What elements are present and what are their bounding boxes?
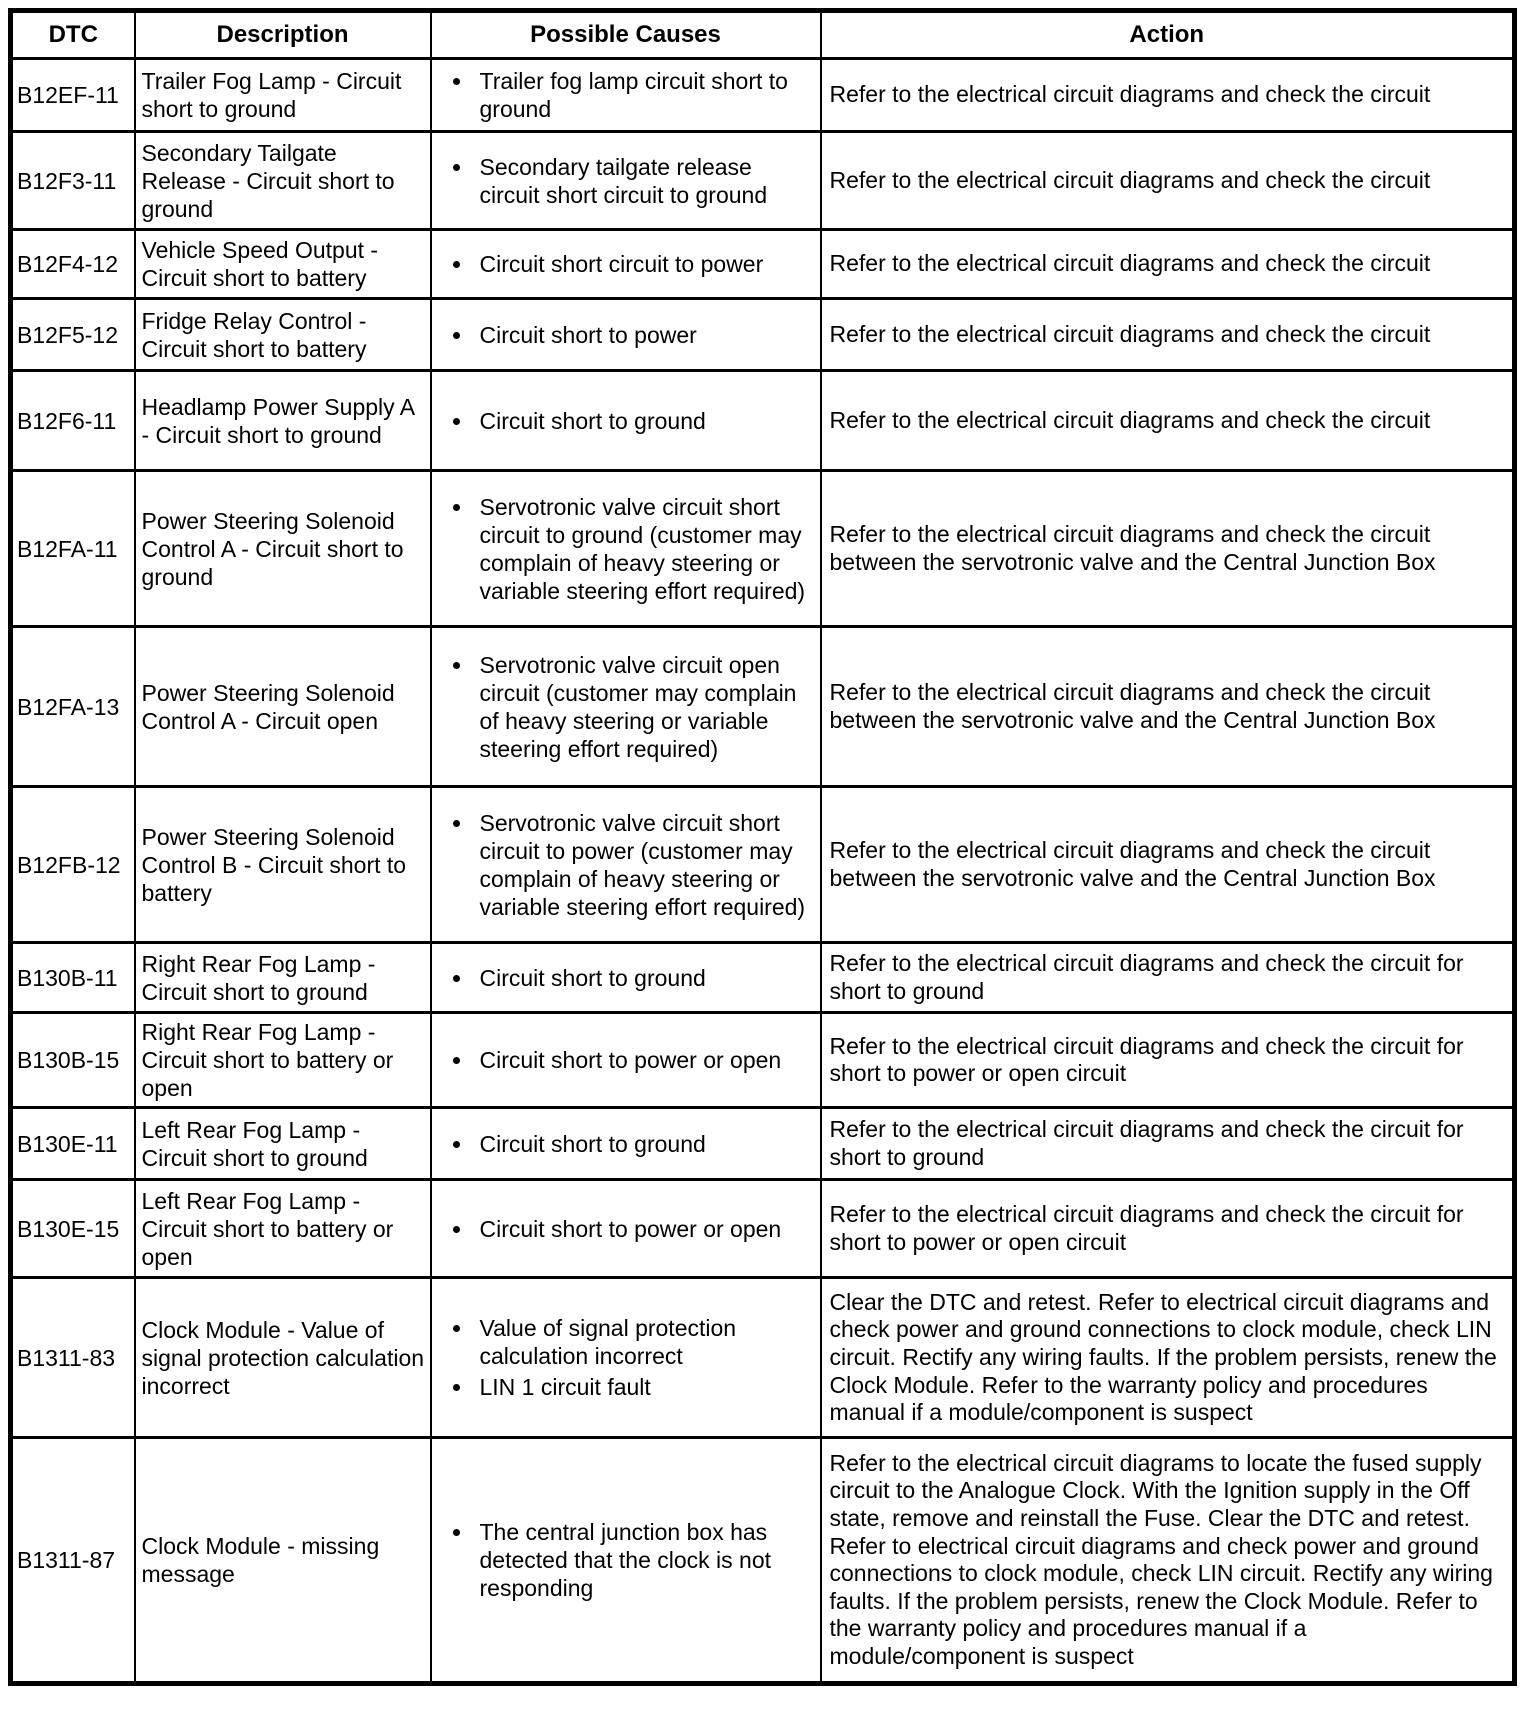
cause-item: • Circuit short to ground xyxy=(474,964,816,992)
action-cell: Refer to the electrical circuit diagrams and check the circuit xyxy=(821,59,1515,132)
table-row xyxy=(11,627,1515,787)
table-row xyxy=(11,371,1515,471)
dtc-cell: B1311-83 xyxy=(11,1278,135,1438)
header-description: Description xyxy=(135,11,431,59)
causes-cell xyxy=(431,1278,821,1438)
description-cell: Headlamp Power Supply A - Circuit short to ground xyxy=(135,371,431,471)
causes-cell xyxy=(431,471,821,627)
cause-item: • Circuit short to power xyxy=(474,321,816,349)
table-row xyxy=(11,132,1515,230)
dtc-cell: B12FA-13 xyxy=(11,627,135,787)
causes-cell xyxy=(431,299,821,371)
header-row xyxy=(11,11,1515,59)
causes-cell xyxy=(431,1438,821,1684)
causes-list xyxy=(442,493,816,605)
causes-list xyxy=(442,1046,816,1074)
causes-cell xyxy=(431,132,821,230)
causes-list xyxy=(442,1314,816,1401)
causes-list xyxy=(442,651,816,763)
dtc-cell: B130B-15 xyxy=(11,1013,135,1108)
table-row xyxy=(11,1438,1515,1684)
action-cell: Refer to the electrical circuit diagrams and check the circuit xyxy=(821,230,1515,299)
causes-cell xyxy=(431,59,821,132)
causes-list xyxy=(442,250,816,278)
cause-item: • Servotronic valve circuit short circuit to power (customer may complain of heavy steering or variable steering effort required) xyxy=(474,809,816,921)
dtc-cell: B1311-87 xyxy=(11,1438,135,1684)
table-row xyxy=(11,1013,1515,1108)
action-cell: Refer to the electrical circuit diagrams and check the circuit between the servotronic valve and the Central Junction Box xyxy=(821,787,1515,943)
dtc-cell: B130B-11 xyxy=(11,943,135,1013)
dtc-cell: B12F6-11 xyxy=(11,371,135,471)
table-row xyxy=(11,299,1515,371)
cause-item: • The central junction box has detected that the clock is not responding xyxy=(474,1518,816,1602)
dtc-cell: B12F3-11 xyxy=(11,132,135,230)
header-action: Action xyxy=(821,11,1515,59)
cause-item: • Circuit short to ground xyxy=(474,1130,816,1158)
description-cell: Vehicle Speed Output - Circuit short to battery xyxy=(135,230,431,299)
action-cell: Refer to the electrical circuit diagrams and check the circuit for short to power or open circuit xyxy=(821,1013,1515,1108)
header-possible-causes: Possible Causes xyxy=(431,11,821,59)
description-cell: Fridge Relay Control - Circuit short to battery xyxy=(135,299,431,371)
table-row xyxy=(11,1278,1515,1438)
causes-list xyxy=(442,153,816,209)
causes-list xyxy=(442,407,816,435)
causes-cell xyxy=(431,1013,821,1108)
cause-item: • Value of signal protection calculation incorrect xyxy=(474,1314,816,1370)
causes-list xyxy=(442,67,816,123)
causes-cell xyxy=(431,787,821,943)
action-cell: Refer to the electrical circuit diagrams to locate the fused supply circuit to the Analogue Clock. With the Ignition supply in the Off state, remove and reinstall the Fuse. Clear the DTC and retest. Refer to electrical circuit diagrams and check power and ground connections to clock module, check LIN circuit. Rectify any wiring faults. If the problem persists, renew the Clock Module. Refer to the warranty policy and procedures manual if a module/component is suspect xyxy=(821,1438,1515,1684)
dtc-cell: B12EF-11 xyxy=(11,59,135,132)
action-cell: Clear the DTC and retest. Refer to electrical circuit diagrams and check power and ground connections to clock module, check LIN circuit. Rectify any wiring faults. If the problem persists, renew the Clock Module. Refer to the warranty policy and procedures manual if a module/component is suspect xyxy=(821,1278,1515,1438)
causes-cell xyxy=(431,627,821,787)
action-cell: Refer to the electrical circuit diagrams and check the circuit for short to ground xyxy=(821,943,1515,1013)
action-cell: Refer to the electrical circuit diagrams and check the circuit xyxy=(821,299,1515,371)
action-cell: Refer to the electrical circuit diagrams and check the circuit xyxy=(821,371,1515,471)
description-cell: Secondary Tailgate Release - Circuit short to ground xyxy=(135,132,431,230)
cause-item: • Servotronic valve circuit short circuit to ground (customer may complain of heavy steering or variable steering effort required) xyxy=(474,493,816,605)
description-cell: Left Rear Fog Lamp - Circuit short to ground xyxy=(135,1108,431,1180)
cause-item: • Circuit short circuit to power xyxy=(474,250,816,278)
table-row xyxy=(11,787,1515,943)
cause-item: • LIN 1 circuit fault xyxy=(474,1373,816,1401)
description-cell: Clock Module - Value of signal protection calculation incorrect xyxy=(135,1278,431,1438)
action-cell: Refer to the electrical circuit diagrams and check the circuit between the servotronic valve and the Central Junction Box xyxy=(821,471,1515,627)
header-dtc: DTC xyxy=(11,11,135,59)
causes-cell xyxy=(431,1180,821,1278)
table-row xyxy=(11,59,1515,132)
description-cell: Power Steering Solenoid Control A - Circuit open xyxy=(135,627,431,787)
description-cell: Left Rear Fog Lamp - Circuit short to battery or open xyxy=(135,1180,431,1278)
table-row xyxy=(11,1180,1515,1278)
causes-list xyxy=(442,321,816,349)
description-cell: Right Rear Fog Lamp - Circuit short to battery or open xyxy=(135,1013,431,1108)
description-cell: Trailer Fog Lamp - Circuit short to ground xyxy=(135,59,431,132)
dtc-cell: B130E-15 xyxy=(11,1180,135,1278)
cause-item: • Circuit short to power or open xyxy=(474,1215,816,1243)
dtc-cell: B12F5-12 xyxy=(11,299,135,371)
dtc-table xyxy=(8,8,1517,1686)
dtc-cell: B130E-11 xyxy=(11,1108,135,1180)
description-cell: Power Steering Solenoid Control B - Circuit short to battery xyxy=(135,787,431,943)
causes-list xyxy=(442,964,816,992)
table-row xyxy=(11,230,1515,299)
dtc-cell: B12F4-12 xyxy=(11,230,135,299)
table-row xyxy=(11,471,1515,627)
causes-list xyxy=(442,1518,816,1602)
table-row xyxy=(11,943,1515,1013)
causes-list xyxy=(442,1130,816,1158)
causes-list xyxy=(442,809,816,921)
causes-cell xyxy=(431,1108,821,1180)
description-cell: Power Steering Solenoid Control A - Circuit short to ground xyxy=(135,471,431,627)
action-cell: Refer to the electrical circuit diagrams and check the circuit between the servotronic valve and the Central Junction Box xyxy=(821,627,1515,787)
description-cell: Clock Module - missing message xyxy=(135,1438,431,1684)
dtc-cell: B12FA-11 xyxy=(11,471,135,627)
action-cell: Refer to the electrical circuit diagrams and check the circuit for short to power or open circuit xyxy=(821,1180,1515,1278)
cause-item: • Servotronic valve circuit open circuit (customer may complain of heavy steering or variable steering effort required) xyxy=(474,651,816,763)
causes-cell xyxy=(431,230,821,299)
action-cell: Refer to the electrical circuit diagrams and check the circuit xyxy=(821,132,1515,230)
causes-cell xyxy=(431,943,821,1013)
causes-cell xyxy=(431,371,821,471)
table-row xyxy=(11,1108,1515,1180)
cause-item: • Circuit short to power or open xyxy=(474,1046,816,1074)
dtc-cell: B12FB-12 xyxy=(11,787,135,943)
cause-item: • Secondary tailgate release circuit short circuit to ground xyxy=(474,153,816,209)
causes-list xyxy=(442,1215,816,1243)
cause-item: • Trailer fog lamp circuit short to ground xyxy=(474,67,816,123)
action-cell: Refer to the electrical circuit diagrams and check the circuit for short to ground xyxy=(821,1108,1515,1180)
cause-item: • Circuit short to ground xyxy=(474,407,816,435)
description-cell: Right Rear Fog Lamp - Circuit short to ground xyxy=(135,943,431,1013)
